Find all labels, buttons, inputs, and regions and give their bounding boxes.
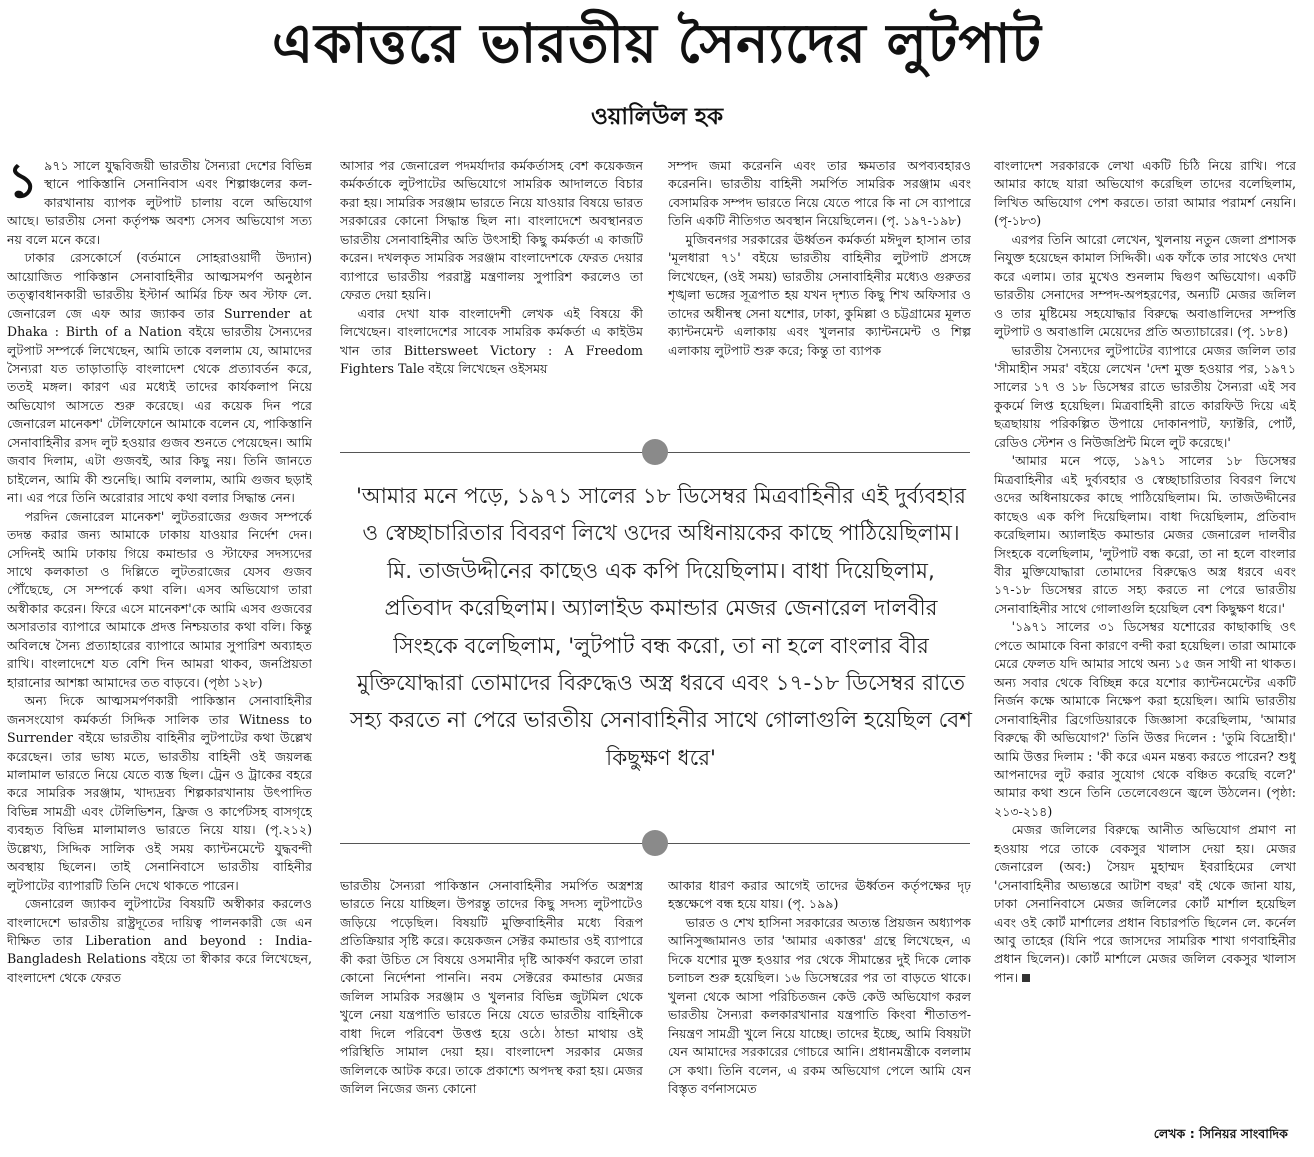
paragraph: আকার ধারণ করার আগেই তাদের ঊর্ধ্বতন কর্তৃপক্ষের দৃঢ় হস্তক্ষেপে বন্ধ হয়ে যায়। (পৃ. ১৯৯) xyxy=(668,878,971,912)
paragraph: আসার পর জেনারেল পদমর্যাদার কর্মকর্তাসহ বেশ কয়েকজন কর্মকর্তাকে লুটপাটের অভিযোগে সামরিক আদালতে বিচার করা হয়। সামরিক সরঞ্জাম ভারতে নিয়ে যাওয়ার বিষয়ে ভারত সরকারের কোনো সিদ্ধান্ত ছিল না। বাংলাদেশে অবস্থানরত ভারতীয় সেনাবাহিনীর অতি উৎসাহী কিছু কর্মকর্তা এ কাজটি করেন। দখলকৃত সামরিক সরঞ্জাম বাংলাদেশকে ফেরত দেয়ার ব্যাপারে ভারতীয় পররাষ্ট্র মন্ত্রণালয় সুপারিশ করলেও তা ফেরত দেয়া হয়নি। xyxy=(340,158,643,303)
paragraph: পরদিন জেনারেল মানেকশ' লুটতরাজের গুজব সম্পর্কে তদন্ত করার জন্য আমাকে ঢাকায় যাওয়ার নির্দেশ দেন। সেদিনই আমি ঢাকায় গিয়ে কমান্ডার ও স্টাফের সদস্যদের সাথে কলকাতা ও দিল্লিতে লুটতরাজের যেসব গুজব পৌঁছেছে, সে সম্পর্কে কথা বলি। এসব অভিযোগ তারা অস্বীকার করেন। ফিরে এসে মানেকশ'কে আমি এসব গুজবের অসারতার ব্যাপারে আমাকে প্রদত্ত নিশ্চয়তার কথা বলি। কিন্তু অবিলম্বে সৈন্য প্রত্যাহারের ব্যাপারে আমার সুপারিশ অব্যাহত রাখি। বাংলাদেশে যত বেশি দিন আমরা থাকব, জনপ্রিয়তা হারানোর আশঙ্কা আমাদের তত বাড়বে। (পৃষ্ঠা ১২৮) xyxy=(7,508,312,690)
paragraph: মুজিবনগর সরকারের ঊর্ধ্বতন কর্মকর্তা মঈদুল হাসান তার 'মূলধারা ৭১' বইয়ে ভারতীয় বাহিনীর লুটপাট প্রসঙ্গে লিখেছেন, (ওই সময়) ভারতীয় সেনাবাহিনীর মধ্যেও গুরুতর শৃঙ্খলা ভঙ্গের সূত্রপাত হয় যখন দৃশ্যত কিছু শিখ অফিসার ও তাদের অধীনস্থ সেনা যশোর, ঢাকা, কুমিল্লা ও চট্টগ্রামের মূলত ক্যান্টনমেন্ট এলাকায় এবং খুলনার ক্যান্টনমেন্ট ও শিল্প এলাকায় লুটপাট শুরু করে; কিন্তু তা ব্যাপক xyxy=(668,231,971,358)
paragraph xyxy=(994,821,1296,987)
paragraph-text: মেজর জলিলের বিরুদ্ধে আনীত অভিযোগ প্রমাণ না হওয়ায় পরে তাকে বেকসুর খালাস দেয়া হয়। মেজর জেনারেল (অব:) সৈয়দ মুহাম্মদ ইবরাহিমের লেখা 'সেনাবাহিনীর অভ্যন্তরে আটাশ বছর' বই থেকে জানা যায়, ঢাকা সেনানিবাসে মেজর জলিলের কোর্ট মার্শাল হয়েছিল এবং ওই কোর্ট মার্শালের প্রধান বিচারপতি ছিলেন লে. কর্নেল আবু তাহের (যিনি পরে জাসদের সামরিক শাখা গণবাহিনীর প্রধান ছিলেন)। কোর্ট মার্শালে মেজর জলিল বেকসুর খালাস পান। xyxy=(994,822,1296,985)
dropcap: ১ xyxy=(7,157,39,209)
paragraph: ভারতীয় সৈন্যদের লুটপাটের ব্যাপারে মেজর জলিল তার 'সীমাহীন সমর' বইয়ে লেখেন 'দেশ মুক্ত হওয়ার পর, ১৯৭১ সালের ১৭ ও ১৮ ডিসেম্বর রাতে ভারতীয় সৈন্যরা এই সব কুকর্মে লিপ্ত হয়েছিল। মিত্রবাহিনী রাতে কারফিউ দিয়ে এই ছত্রছায়ায় পরিকল্পিত উপায়ে দোকানপাট, ফ্যাক্টরি, পোর্ট, রেডিও স্টেশন ও নিউজপ্রিন্ট মিলে লুট করেছে।' xyxy=(994,342,1296,450)
paragraph: বাংলাদেশ সরকারকে লেখা একটি চিঠি নিয়ে রাখি। পরে আমার কাছে যারা অভিযোগ করেছিল তাদের বলেছিলাম, লিখিত অভিযোগ পেশ করতে। তারা আমার পরামর্শ নেয়নি। (পৃ-১৮৩) xyxy=(994,158,1296,229)
column-1 xyxy=(7,157,312,1142)
paragraph: এবার দেখা যাক বাংলাদেশী লেখক এই বিষয়ে কী লিখেছেন। বাংলাদেশের সাবেক সামরিক কর্মকর্তা এ কাইউম খান তার Bittersweet Victory : A Freedom Fighters Tale বইয়ে লিখেছেন ওইসময় xyxy=(340,305,643,376)
pull-quote: 'আমার মনে পড়ে, ১৯৭১ সালের ১৮ ডিসেম্বর মিত্রবাহিনীর এই দুর্ব্যবহার ও স্বেচ্ছাচারিতার বিবরণ লিখে ওদের অধিনায়কের কাছে পাঠিয়েছিলাম। মি. তাজউদ্দীনের কাছেও এক কপি দিয়েছিলাম। বাধা দিয়েছিলাম, প্রতিবাদ করেছিলাম। অ্যালাইড কমান্ডার মেজর জেনারেল দালবীর সিংহকে বলেছিলাম, 'লুটপাট বন্ধ করো, তা না হলে বাংলার বীর মুক্তিযোদ্ধারা তোমাদের বিরুদ্ধেও অস্ত্র ধরবে এবং ১৭-১৮ ডিসেম্বর রাতে সহ্য করতে না পেরে ভারতীয় সেনাবাহিনীর সাথে গোলাগুলি হয়েছিল বেশ কিছুক্ষণ ধরে' xyxy=(350,484,972,771)
paragraph: সম্পদ জমা করেননি এবং তার ক্ষমতার অপব্যবহারও করেননি। ভারতীয় বাহিনী সমর্পিত সামরিক সরঞ্জাম এবং বেসামরিক সম্পদ ভারতে নিয়ে যেতে পারে কি না সে ব্যাপারে তিনি একটি নীতিগত অবস্থান নিয়েছিলেন। (পৃ. ১৯৭-১৯৮) xyxy=(668,158,971,229)
paragraph: ঢাকার রেসকোর্সে (বর্তমানে সোহরাওয়ার্দী উদ্যান) আয়োজিত পাকিস্তান সেনাবাহিনীর আত্মসমর্পণ অনুষ্ঠান তত্ত্বাবধানকারী ভারতীয় ইস্টার্ন আর্মির চিফ অব স্টাফ লে. জেনারেল জে এফ আর জ্যাকব তার Surrender at Dhaka : Birth of a Nation বইয়ে ভারতীয় সৈন্যদের লুটপাট সম্পর্কে লিখেছেন, আমি তাকে বললাম যে, আমাদের সৈন্যরা যত তাড়াতাড়ি বাংলাদেশ থেকে প্রত্যাবর্তন করে, ততই মঙ্গল। কারণ এর মধ্যেই তাদের কার্যকলাপ নিয়ে অভিযোগ আসতে শুরু করেছে। এর কয়েক দিন পরে জেনারেল মানেকশ' টেলিফোনে আমাকে বলেন যে, পাকিস্তানি সেনাবাহিনীর রসদ লুট হওয়ার গুজব শুনতে পেয়েছেন। আমি জবাব দিলাম, এটা গুজবই, আর কিছু নয়। তিনি জানতে চাইলেন, আমি কী শুনেছি। আমি বললাম, আমি গুজব ছড়াই না। এর পরে তিনি অরোরার সাথে কথা বলার সিদ্ধান্ত নেন। xyxy=(7,250,312,506)
paragraph xyxy=(7,157,312,249)
column-4 xyxy=(994,157,1296,1123)
column-2-bottom xyxy=(340,877,643,1143)
paragraph: ভারত ও শেখ হাসিনা সরকারের অত্যন্ত প্রিয়জন অধ্যাপক আনিসুজ্জামানও তার 'আমার একাত্তর' গ্রন্থে লিখেছেন, এ দিকে যশোর মুক্ত হওয়ার পর থেকে সীমান্তের দুই দিকে লোক চলাচল শুরু হয়েছিল। ১৬ ডিসেম্বরের পর তা বাড়তে থাকে। খুলনা থেকে আসা পরিচিতজন কেউ কেউ অভিযোগ করল ভারতীয় সৈন্যরা কলকারখানার যন্ত্রপাতি কিংবা শীতাতপ-নিয়ন্ত্রণ সামগ্রী খুলে নিয়ে যাচ্ছে। তাদের ইচ্ছে, আমি বিষয়টা যেন আমাদের সরকারের গোচরে আনি। প্রধানমন্ত্রীকে বললাম সে কথা। তিনি বলেন, এ রকম অভিযোগ পেলে আমি যেন বিস্তৃত বর্ণনাসমেত xyxy=(668,914,971,1096)
column-3-bottom xyxy=(668,877,971,1143)
byline: ওয়ালিউল হক xyxy=(590,104,724,130)
paragraph: এরপর তিনি আরো লেখেন, খুলনায় নতুন জেলা প্রশাসক নিযুক্ত হয়েছেন কামাল সিদ্দিকী। এক ফাঁকে তার সাথেও দেখা করে এলাম। তার মুখেও শুনলাম দ্বিগুণ অভিযোগ। একটি ভারতীয় সেনাদের সম্পদ-অপহরণের, অন্যটি মেজর জলিল ও তার মুষ্টিমেয় সহযোদ্ধার বিরুদ্ধে অবাঙালিদের সম্পত্তি লুটপাট ও অবাঙালি মেয়েদের প্রতি অত্যাচারের। (পৃ. ১৮৪) xyxy=(994,231,1296,340)
paragraph: '১৯৭১ সালের ৩১ ডিসেম্বর যশোরের কাছাকাছি ওৎ পেতে আমাকে বিনা কারণে বন্দী করা হয়েছিল। তারা আমাকে মেরে ফেলত যদি আমার সাথে অন্য ১৫ জন সাথী না থাকত। অন্য সবার থেকে বিচ্ছিন্ন করে যশোর ক্যান্টনমেন্টের একটি নির্জন কক্ষে আমাকে নিক্ষেপ করা হয়েছিল। আমি ভারতীয় সেনাবাহিনীর ব্রিগেডিয়ারকে জিজ্ঞাসা করেছিলাম, 'আমার বিরুদ্ধে কী অভিযোগ?' তিনি উত্তর দিলেন : 'তুমি বিদ্রোহী।' আমি উত্তর দিলাম : 'কী করে এমন মন্তব্য করতে পারেন? শুধু আপনাদের লুট করার সুযোগ থেকে বঞ্চিত করেছি বলে?' আমার কথা শুনে তিনি তেলেবেগুনে জ্বলে উঠলেন। (পৃষ্ঠা: ২১৩-২১৪) xyxy=(994,619,1296,819)
paragraph: অন্য দিকে আত্মসমর্পণকারী পাকিস্তান সেনাবাহিনীর জনসংযোগ কর্মকর্তা সিদ্দিক সালিক তার Witness to Surrender বইয়ে ভারতীয় বাহিনীর লুটপাটের কথা উল্লেখ করেছেন। তার ভাষ্য মতে, ভারতীয় বাহিনী ওই জয়লব্ধ মালামাল ভারতে নিয়ে যেতে ব্যস্ত ছিল। ট্রেন ও ট্রাকের বহরে করে সামরিক সরঞ্জাম, খাদ্যদ্রব্য শিল্পকারখানায় উৎপাদিত বিভিন্ন সামগ্রী এবং টেলিভিশন, ফ্রিজ ও কার্পেটসহ বাসগৃহে ব্যবহৃত বিভিন্ন মালামালও ভারতে নিয়ে যায়। (পৃ.২১২) উল্লেখ্য, সিদ্দিক সালিক ওই সময় ক্যান্টনমেন্টে যুদ্ধবন্দী অবস্থায় ছিলেন। তাই সেনানিবাসে ভারতীয় বাহিনীর লুটপাটের ব্যাপারটি তিনি দেখে থাকতে পারেন। xyxy=(7,693,312,893)
paragraph: ভারতীয় সৈন্যরা পাকিস্তান সেনাবাহিনীর সমর্পিত অস্ত্রশস্ত্র ভারতে নিয়ে যাচ্ছিল। উপরন্তু তাদের কিছু সদস্য লুটপাটেও জড়িয়ে পড়েছিল। বিষয়টি মুক্তিবাহিনীর মধ্যে বিরূপ প্রতিক্রিয়ার সৃষ্টি করে। কয়েকজন সেক্টর কমান্ডার ওই ব্যাপারে কী করা উচিত সে বিষয়ে ওসমানীর দৃষ্টি আকর্ষণ করলে তারা কোনো নির্দেশনা পাননি। নবম সেক্টরের কমান্ডার মেজর জলিল সামরিক সরঞ্জাম ও খুলনার বিভিন্ন জুটমিল থেকে খুলে নেয়া যন্ত্রপাতি ভারতে নিয়ে যেতে ভারতীয় বাহিনীকে বাধা দিলে পরিবেশ উত্তপ্ত হয়ে ওঠে। ঠান্ডা মাথায় ওই পরিস্থিতি সামাল দেয়া হয়। বাংলাদেশ সরকার মেজর জলিলকে আটক করে। তাকে প্রকাশ্যে অপদস্থ করা হয়। মেজর জলিল নিজের জন্য কোনো xyxy=(340,878,643,1096)
headline: একাত্তরে ভারতীয় সৈন্যদের লুটপাট xyxy=(272,12,1042,75)
paragraph-text: ৯৭১ সালে যুদ্ধবিজয়ী ভারতীয় সৈন্যরা দেশের বিভিন্ন স্থানে পাকিস্তানি সেনানিবাস এবং শিল্পাঞ্চলের কল-কারখানায় ব্যাপক লুটপাট চালায় বলে অভিযোগ আছে। ভারতীয় সেনা কর্তৃপক্ষ অবশ্য সেসব অভিযোগ সত্য নয় বলে মনে করে। xyxy=(7,158,312,247)
column-2-top xyxy=(340,157,643,415)
end-mark-icon xyxy=(1022,974,1030,982)
author-note: লেখক : সিনিয়র সাংবাদিক xyxy=(1153,1126,1288,1141)
divider-dot xyxy=(642,830,668,856)
column-3-top xyxy=(668,157,971,415)
divider-dot xyxy=(642,439,668,465)
paragraph: জেনারেল জ্যাকব লুটপাটের বিষয়টি অস্বীকার করলেও বাংলাদেশে ভারতীয় রাষ্ট্রদূতের দায়িত্ব পালনকারী জে এন দীক্ষিত তার Liberation and beyond : India-Bangladesh Relations বইয়ে তা স্বীকার করে লিখেছেন, বাংলাদেশ থেকে ফেরত xyxy=(7,896,312,985)
paragraph: 'আমার মনে পড়ে, ১৯৭১ সালের ১৮ ডিসেম্বর মিত্রবাহিনীর এই দুর্ব্যবহার ও স্বেচ্ছাচারিতার বিবরণ লিখে ওদের অধিনায়কের কাছে পাঠিয়েছিলাম। মি. তাজউদ্দীনের কাছেও এক কপি দিয়েছিলাম। বাধা দিয়েছিলাম, প্রতিবাদ করেছিলাম। অ্যালাইড কমান্ডার মেজর জেনারেল দালবীর সিংহকে বলেছিলাম, 'লুটপাট বন্ধ করো, তা না হলে বাংলার বীর মুক্তিযোদ্ধারা তোমাদের বিরুদ্ধেও অস্ত্র ধরবে এবং ১৭-১৮ ডিসেম্বর রাতে সহ্য করতে না পেরে ভারতীয় সেনাবাহিনীর সাথে গোলাগুলি হয়েছিল বেশ কিছুক্ষণ ধরে।' xyxy=(994,453,1296,616)
